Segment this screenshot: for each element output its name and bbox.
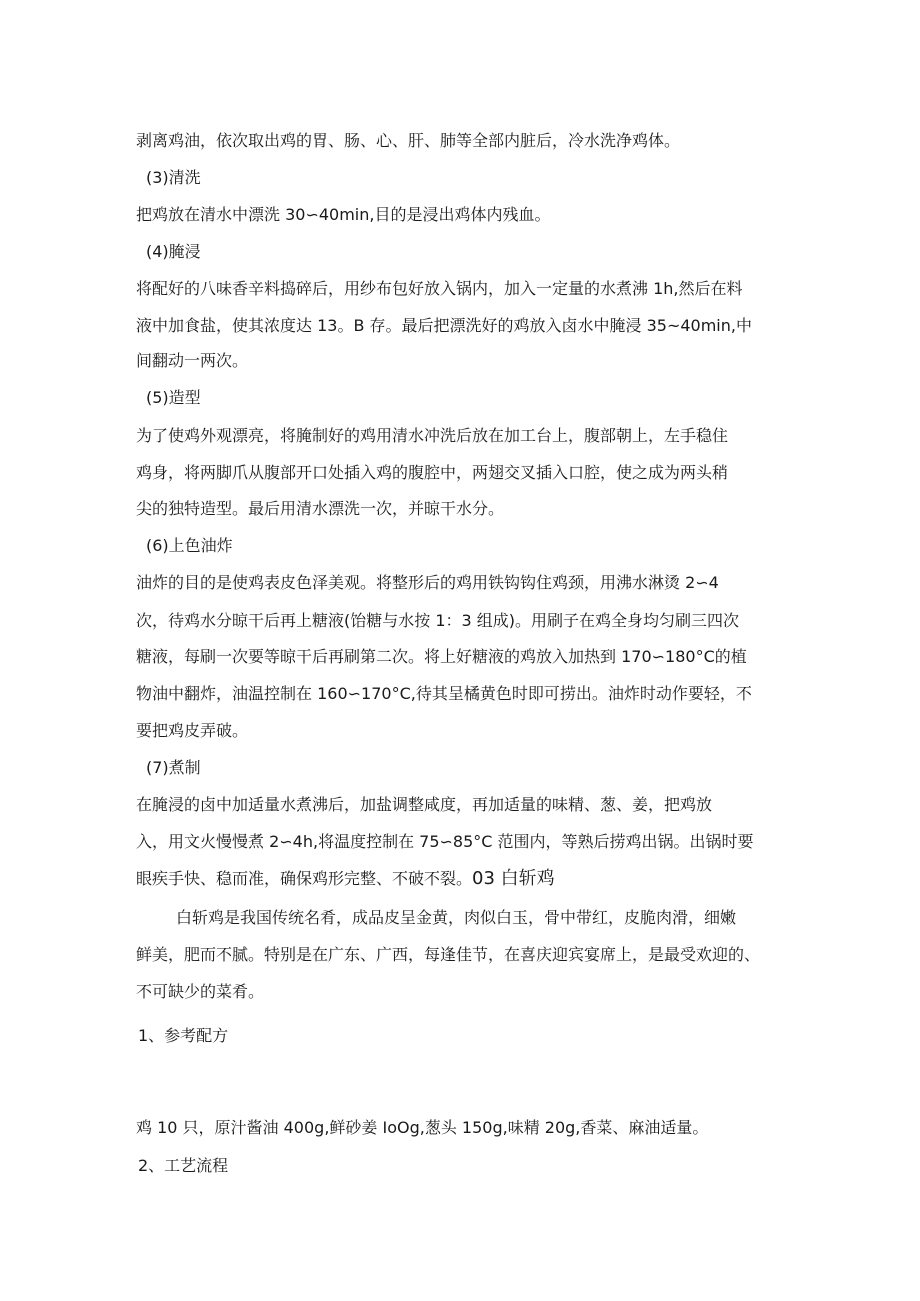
section-heading-marinating: (4)腌浸: [146, 242, 201, 261]
body-text-line: 液中加食盐，使其浓度达 13。B 存。最后把漂洗好的鸡放入卤水中腌浸 35~40min,中: [136, 316, 752, 335]
body-text-line: 为了使鸡外观漂亮，将腌制好的鸡用清水冲洗后放在加工台上，腹部朝上，左手稳住: [136, 426, 729, 445]
body-text-line: 次，待鸡水分晾干后再上糖液(饴糖与水按 1：3 组成)。用刷子在鸡全身均匀刷三四次: [136, 611, 740, 630]
section-heading-boiling: (7)煮制: [146, 758, 201, 777]
section-heading-cleaning: (3)清洗: [146, 168, 201, 187]
body-text-line: 尖的独特造型。最后用清水漂洗一次，并晾干水分。: [136, 499, 505, 518]
body-text-line: [136, 868, 555, 890]
body-text-line: 把鸡放在清水中漂洗 30∽40min,目的是浸出鸡体内残血。: [136, 205, 551, 224]
numbered-heading-process: 2、工艺流程: [138, 1156, 229, 1175]
body-text-line: 入，用文火慢慢煮 2∽4h,将温度控制在 75∽85°C 范围内，等熟后捞鸡出锅。出锅时要: [136, 832, 754, 851]
chapter-title: 03 白斩鸡: [472, 868, 555, 889]
body-text-span: 眼疾手快、稳而准，确保鸡形完整、不破不裂。: [136, 869, 473, 888]
body-text-line: 要把鸡皮弄破。: [136, 721, 249, 740]
body-text-line: 剥离鸡油，依次取出鸡的胃、肠、心、肝、肺等全部内脏后，冷水洗净鸡体。: [136, 131, 681, 150]
body-text-line: 不可缺少的菜肴。: [136, 982, 265, 1001]
paragraph-first-line: 白斩鸡是我国传统名肴，成品皮呈金黄，肉似白玉，骨中带红，皮脆肉滑，细嫩: [176, 908, 737, 927]
body-text-line: 物油中翻炸，油温控制在 160∽170°C,待其呈橘黄色时即可捞出。油炸时动作要轻，不: [136, 684, 752, 703]
ingredients-line: 鸡 10 只，原汁酱油 400g,鲜砂姜 IoOg,葱头 150g,味精 20g,香菜、麻油适量。: [136, 1118, 709, 1137]
body-text-line: 油炸的目的是使鸡表皮色泽美观。将整形后的鸡用铁钩钩住鸡颈，用沸水淋烫 2∽4: [136, 573, 719, 592]
body-text-line: 间翻动一两次。: [136, 351, 249, 370]
body-text-line: 鸡身，将两脚爪从腹部开口处插入鸡的腹腔中，两翅交叉插入口腔，使之成为两头稍: [136, 463, 729, 482]
section-heading-frying: (6)上色油炸: [146, 536, 233, 555]
numbered-heading-formula: 1、参考配方: [138, 1026, 229, 1045]
section-heading-shaping: (5)造型: [146, 388, 201, 407]
body-text-line: 鲜美，肥而不腻。特别是在广东、广西，每逢佳节，在喜庆迎宾宴席上，是最受欢迎的、: [136, 945, 761, 964]
body-text-line: 将配好的八味香辛料捣碎后，用纱布包好放入锅内，加入一定量的水煮沸 1h,然后在料: [136, 279, 743, 298]
body-text-line: 在腌浸的卤中加适量水煮沸后，加盐调整咸度，再加适量的味精、葱、姜，把鸡放: [136, 795, 713, 814]
body-text-line: 糖液，每刷一次要等晾干后再刷第二次。将上好糖液的鸡放入加热到 170∽180°C的植: [136, 647, 747, 666]
